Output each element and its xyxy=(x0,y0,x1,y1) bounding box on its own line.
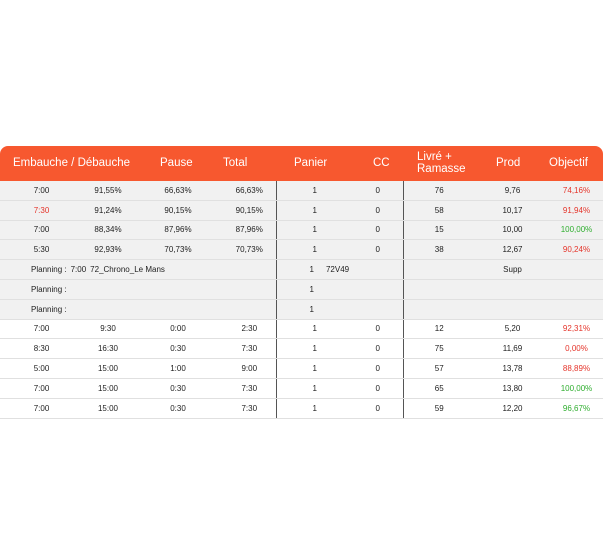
header-total: Total xyxy=(223,157,248,169)
planning-label: Planning : xyxy=(31,265,67,275)
schedule-table xyxy=(0,146,603,419)
header-livre xyxy=(417,151,466,175)
cell-debauche: 92,93% xyxy=(83,240,133,260)
cell-embauche: 7:30 xyxy=(0,200,83,220)
header-pause: Pause xyxy=(160,157,193,169)
planning-panier xyxy=(276,279,403,299)
cell-prod: 5,20 xyxy=(475,319,550,339)
cell-cc: 0 xyxy=(353,220,403,240)
cell-pause: 0:00 xyxy=(133,319,223,339)
planning-row[interactable] xyxy=(0,299,603,319)
cell-debauche: 15:00 xyxy=(83,398,133,418)
cell-panier: 1 xyxy=(276,378,353,398)
cell-cc: 0 xyxy=(353,200,403,220)
cell-livre: 12 xyxy=(403,319,475,339)
cell-livre: 65 xyxy=(403,378,475,398)
cell-objectif: 100,00% xyxy=(550,378,603,398)
planning-livre xyxy=(403,299,475,319)
cell-panier: 1 xyxy=(276,220,353,240)
cell-panier: 1 xyxy=(276,319,353,339)
cell-panier: 1 xyxy=(276,339,353,359)
header-panier: Panier xyxy=(294,157,328,169)
planning-code: 72V49 xyxy=(325,265,350,275)
cell-prod: 10,00 xyxy=(475,220,550,240)
cell-livre: 38 xyxy=(403,240,475,260)
cell-total: 90,15% xyxy=(223,200,276,220)
cell-embauche: 7:00 xyxy=(0,220,83,240)
cell-objectif: 90,24% xyxy=(550,240,603,260)
cell-livre: 59 xyxy=(403,398,475,418)
planning-panier-value: 1 xyxy=(309,265,314,275)
table-row[interactable] xyxy=(0,200,603,220)
cell-total: 7:30 xyxy=(223,339,276,359)
cell-debauche: 9:30 xyxy=(83,319,133,339)
planning-objectif xyxy=(550,279,603,299)
cell-total: 87,96% xyxy=(223,220,276,240)
planning-prod xyxy=(475,299,550,319)
planning-row[interactable] xyxy=(0,260,603,280)
header-livre-line1: Livré + xyxy=(417,151,452,163)
table-row[interactable] xyxy=(0,220,603,240)
header-livre-line2: Ramasse xyxy=(417,163,466,175)
cell-panier: 1 xyxy=(276,181,353,200)
cell-cc: 0 xyxy=(353,378,403,398)
planning-panier xyxy=(276,260,403,280)
cell-panier: 1 xyxy=(276,240,353,260)
cell-prod: 11,69 xyxy=(475,339,550,359)
cell-livre: 76 xyxy=(403,181,475,200)
table-row[interactable] xyxy=(0,181,603,200)
cell-embauche: 7:00 xyxy=(0,181,83,200)
cell-objectif: 100,00% xyxy=(550,220,603,240)
cell-total: 66,63% xyxy=(223,181,276,200)
header-prod: Prod xyxy=(496,157,521,169)
cell-debauche: 15:00 xyxy=(83,378,133,398)
cell-embauche: 7:00 xyxy=(0,398,83,418)
planning-panier xyxy=(276,299,403,319)
table-row[interactable] xyxy=(0,339,603,359)
cell-prod: 13,78 xyxy=(475,359,550,379)
cell-embauche: 5:30 xyxy=(0,240,83,260)
cell-cc: 0 xyxy=(353,319,403,339)
cell-total: 9:00 xyxy=(223,359,276,379)
planning-info xyxy=(0,279,276,299)
planning-panier-value: 1 xyxy=(309,304,314,314)
cell-debauche: 91,55% xyxy=(83,181,133,200)
table-row[interactable] xyxy=(0,319,603,339)
cell-debauche: 91,24% xyxy=(83,200,133,220)
cell-livre: 15 xyxy=(403,220,475,240)
planning-time: 7:00 xyxy=(70,265,87,275)
table-row[interactable] xyxy=(0,240,603,260)
cell-prod: 12,67 xyxy=(475,240,550,260)
cell-embauche: 8:30 xyxy=(0,339,83,359)
cell-prod: 10,17 xyxy=(475,200,550,220)
cell-livre: 58 xyxy=(403,200,475,220)
planning-livre xyxy=(403,260,475,280)
cell-total: 7:30 xyxy=(223,378,276,398)
planning-label: Planning : xyxy=(31,304,67,314)
cell-objectif: 88,89% xyxy=(550,359,603,379)
cell-panier: 1 xyxy=(276,359,353,379)
cell-objectif: 91,94% xyxy=(550,200,603,220)
planning-objectif xyxy=(550,260,603,280)
cell-objectif: 0,00% xyxy=(550,339,603,359)
table-body xyxy=(0,181,603,419)
cell-debauche: 16:30 xyxy=(83,339,133,359)
cell-total: 7:30 xyxy=(223,398,276,418)
cell-prod: 9,76 xyxy=(475,181,550,200)
cell-prod: 12,20 xyxy=(475,398,550,418)
cell-objectif: 92,31% xyxy=(550,319,603,339)
cell-pause: 70,73% xyxy=(133,240,223,260)
cell-livre: 57 xyxy=(403,359,475,379)
cell-livre: 75 xyxy=(403,339,475,359)
cell-embauche: 7:00 xyxy=(0,319,83,339)
table-row[interactable] xyxy=(0,398,603,418)
cell-total: 70,73% xyxy=(223,240,276,260)
planning-panier-value: 1 xyxy=(309,284,314,294)
cell-cc: 0 xyxy=(353,359,403,379)
table-row[interactable] xyxy=(0,378,603,398)
planning-prod xyxy=(475,279,550,299)
planning-info xyxy=(0,299,276,319)
header-objectif: Objectif xyxy=(549,157,588,169)
cell-prod: 13,80 xyxy=(475,378,550,398)
cell-panier: 1 xyxy=(276,200,353,220)
header-cc: CC xyxy=(373,157,390,169)
cell-panier: 1 xyxy=(276,398,353,418)
cell-pause: 66,63% xyxy=(133,181,223,200)
cell-embauche: 7:00 xyxy=(0,378,83,398)
cell-debauche: 15:00 xyxy=(83,359,133,379)
planning-name: 72_Chrono_Le Mans xyxy=(90,265,165,275)
cell-debauche: 88,34% xyxy=(83,220,133,240)
cell-pause: 0:30 xyxy=(133,398,223,418)
cell-pause: 0:30 xyxy=(133,378,223,398)
cell-embauche: 5:00 xyxy=(0,359,83,379)
cell-objectif: 96,67% xyxy=(550,398,603,418)
cell-objectif: 74,16% xyxy=(550,181,603,200)
cell-cc: 0 xyxy=(353,240,403,260)
cell-pause: 87,96% xyxy=(133,220,223,240)
planning-livre xyxy=(403,279,475,299)
cell-pause: 90,15% xyxy=(133,200,223,220)
planning-info xyxy=(0,260,276,280)
planning-prod: Supp xyxy=(475,260,550,280)
cell-cc: 0 xyxy=(353,181,403,200)
planning-label: Planning : xyxy=(31,284,67,294)
table-header xyxy=(0,146,603,181)
cell-cc: 0 xyxy=(353,339,403,359)
table-row[interactable] xyxy=(0,359,603,379)
cell-pause: 0:30 xyxy=(133,339,223,359)
header-embauche: Embauche / Débauche xyxy=(13,157,130,169)
planning-objectif xyxy=(550,299,603,319)
cell-total: 2:30 xyxy=(223,319,276,339)
cell-cc: 0 xyxy=(353,398,403,418)
planning-row[interactable] xyxy=(0,279,603,299)
cell-pause: 1:00 xyxy=(133,359,223,379)
